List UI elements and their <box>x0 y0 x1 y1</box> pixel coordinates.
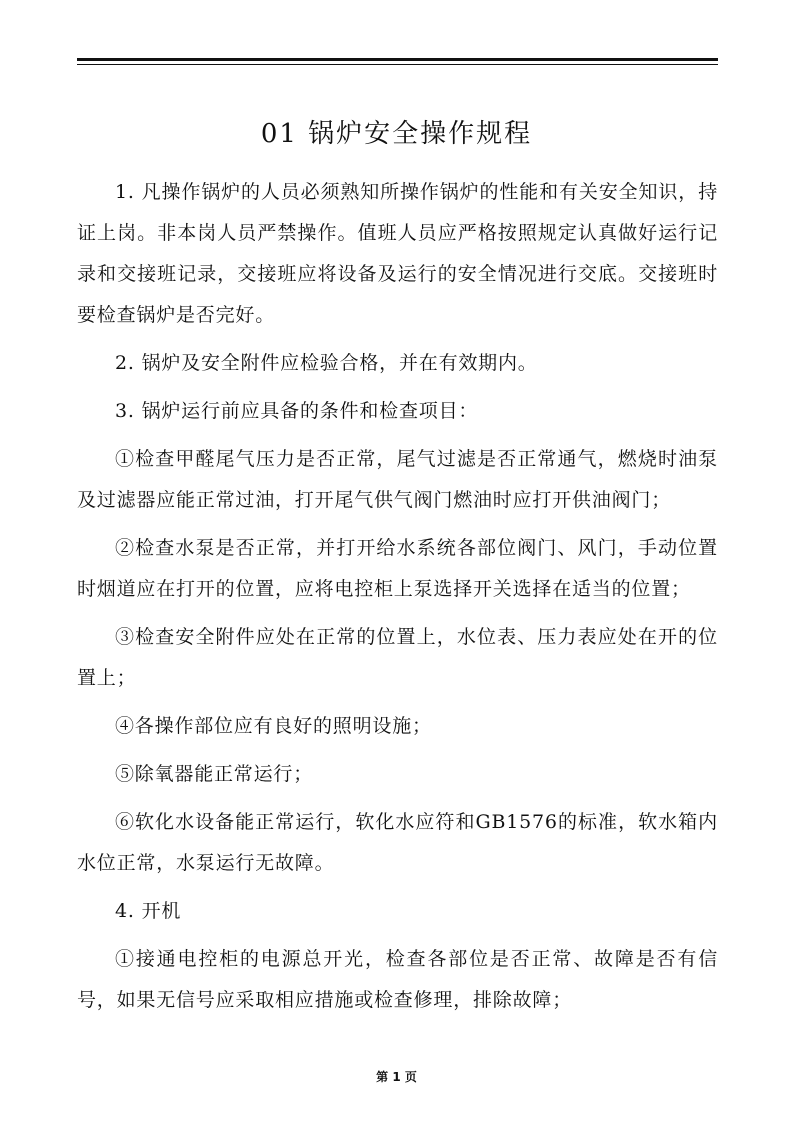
paragraph-3-1: ①检查甲醛尾气压力是否正常，尾气过滤是否正常通气，燃烧时油泵及过滤器应能正常过油，打开尾气供气阀门燃油时应打开供油阀门； <box>77 448 718 511</box>
document-body <box>77 172 718 1028</box>
paragraph-3-4: ④各操作部位应有良好的照明设施； <box>115 715 432 737</box>
paragraph-4-1: ①接通电控柜的电源总开光，检查各部位是否正常、故障是否有信号，如果无信号应采取相应措施或检查修理，排除故障； <box>77 948 718 1011</box>
header-rule-thin <box>77 64 718 65</box>
page-number: 第 1 页 <box>376 1070 417 1084</box>
paragraph-4: 4. 开机 <box>115 900 182 922</box>
paragraph-3: 3. 锅炉运行前应具备的条件和检查项目： <box>115 400 479 422</box>
paragraph-3-5: ⑤除氧器能正常运行； <box>115 763 314 785</box>
paragraph-1: 1. 凡操作锅炉的人员必须熟知所操作锅炉的性能和有关安全知识，持证上岗。非本岗人员严禁操作。值班人员应严格按照规定认真做好运行记录和交接班记录，交接班应将设备及运行的安全情况进行交底。交接班时要检查锅炉是否完好。 <box>77 181 718 326</box>
document-title: 01 锅炉安全操作规程 <box>260 119 533 149</box>
paragraph-3-6: ⑥软化水设备能正常运行，软化水应符和GB1576的标准，软水箱内水位正常，水泵运行无故障。 <box>77 811 718 874</box>
paragraph-3-2: ②检查水泵是否正常，并打开给水系统各部位阀门、风门，手动位置时烟道应在打开的位置，应将电控柜上泵选择开关选择在适当的位置； <box>77 537 718 600</box>
paragraph-3-3: ③检查安全附件应处在正常的位置上，水位表、压力表应处在开的位置上； <box>77 626 718 689</box>
header-rule-thick <box>77 58 718 61</box>
paragraph-2: 2. 锅炉及安全附件应检验合格，并在有效期内。 <box>115 352 538 374</box>
